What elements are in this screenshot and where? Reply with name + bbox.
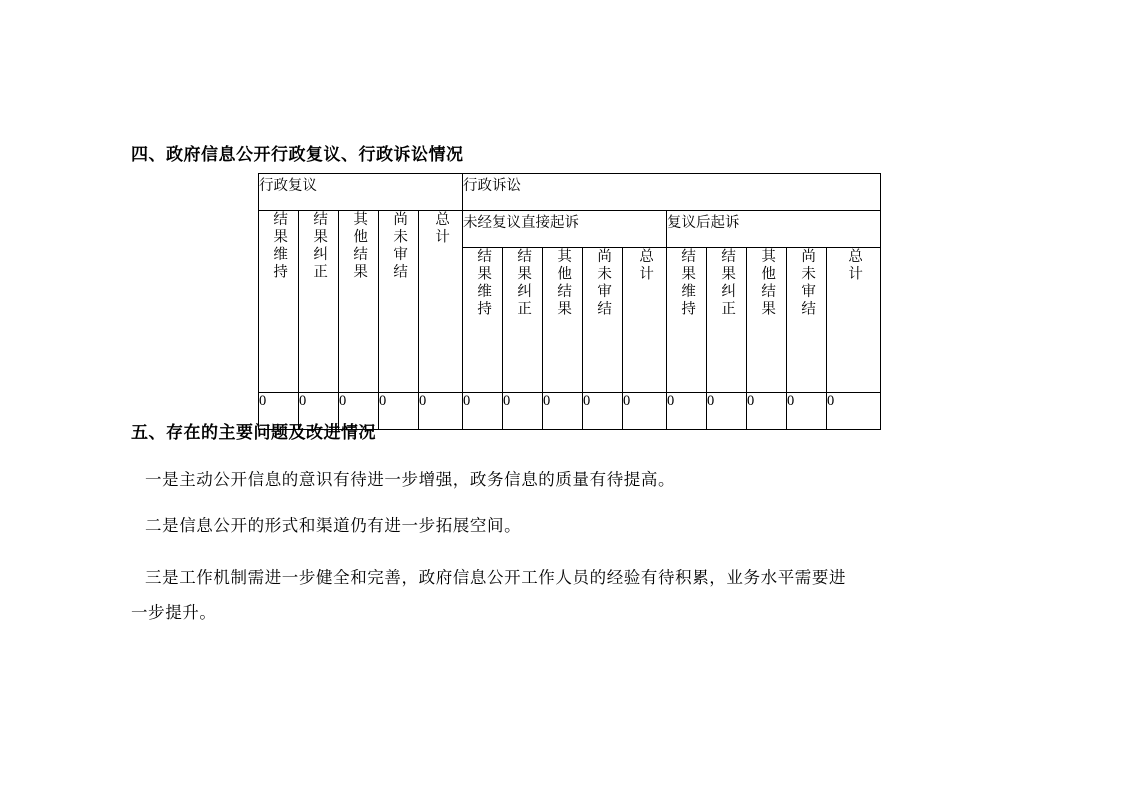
group-header-litigation: 行政诉讼: [463, 174, 881, 211]
value-after-upheld: 0: [667, 393, 707, 430]
value-direct-corrected: 0: [503, 393, 543, 430]
column-reconsideration-other: 其他结果: [339, 211, 379, 393]
sub-header-after-reconsideration: 复议后起诉: [667, 211, 881, 248]
value-reconsideration-total: 0: [419, 393, 463, 430]
value-after-other: 0: [747, 393, 787, 430]
value-after-pending: 0: [787, 393, 827, 430]
column-direct-pending: 尚未审结: [583, 248, 623, 393]
section-heading-4: 四、政府信息公开行政复议、行政诉讼情况: [131, 145, 464, 164]
value-direct-upheld: 0: [463, 393, 503, 430]
column-direct-corrected: 结果纠正: [503, 248, 543, 393]
section-heading-5: 五、存在的主要问题及改进情况: [131, 423, 376, 442]
column-direct-total: 总计: [623, 248, 667, 393]
table-row-sub-headers: [259, 211, 881, 248]
group-header-reconsideration: 行政复议: [259, 174, 463, 211]
column-after-other: 其他结果: [747, 248, 787, 393]
reconsideration-litigation-table: [258, 173, 881, 430]
column-reconsideration-upheld: 结果维持: [259, 211, 299, 393]
sub-header-direct-suit: 未经复议直接起诉: [463, 211, 667, 248]
value-direct-total: 0: [623, 393, 667, 430]
column-after-total: 总计: [827, 248, 881, 393]
column-after-corrected: 结果纠正: [707, 248, 747, 393]
value-after-corrected: 0: [707, 393, 747, 430]
value-reconsideration-corrected: 0: [299, 393, 339, 430]
column-direct-other: 其他结果: [543, 248, 583, 393]
paragraph-three-line-one: 三是工作机制需进一步健全和完善，政府信息公开工作人员的经验有待积累，业务水平需要进: [145, 568, 847, 587]
value-reconsideration-pending: 0: [379, 393, 419, 430]
value-reconsideration-upheld: 0: [259, 393, 299, 430]
table-row-group-headers: [259, 174, 881, 211]
column-reconsideration-pending: 尚未审结: [379, 211, 419, 393]
paragraph-three-line-two: 一步提升。: [131, 603, 217, 622]
value-direct-pending: 0: [583, 393, 623, 430]
paragraph-two: 二是信息公开的形式和渠道仍有进一步拓展空间。: [145, 516, 522, 535]
value-direct-other: 0: [543, 393, 583, 430]
value-reconsideration-other: 0: [339, 393, 379, 430]
value-after-total: 0: [827, 393, 881, 430]
column-after-upheld: 结果维持: [667, 248, 707, 393]
column-after-pending: 尚未审结: [787, 248, 827, 393]
statistics-table-wrapper: [258, 173, 881, 430]
column-direct-upheld: 结果维持: [463, 248, 503, 393]
paragraph-one: 一是主动公开信息的意识有待进一步增强，政务信息的质量有待提高。: [145, 470, 676, 489]
column-reconsideration-total: 总计: [419, 211, 463, 393]
column-reconsideration-corrected: 结果纠正: [299, 211, 339, 393]
